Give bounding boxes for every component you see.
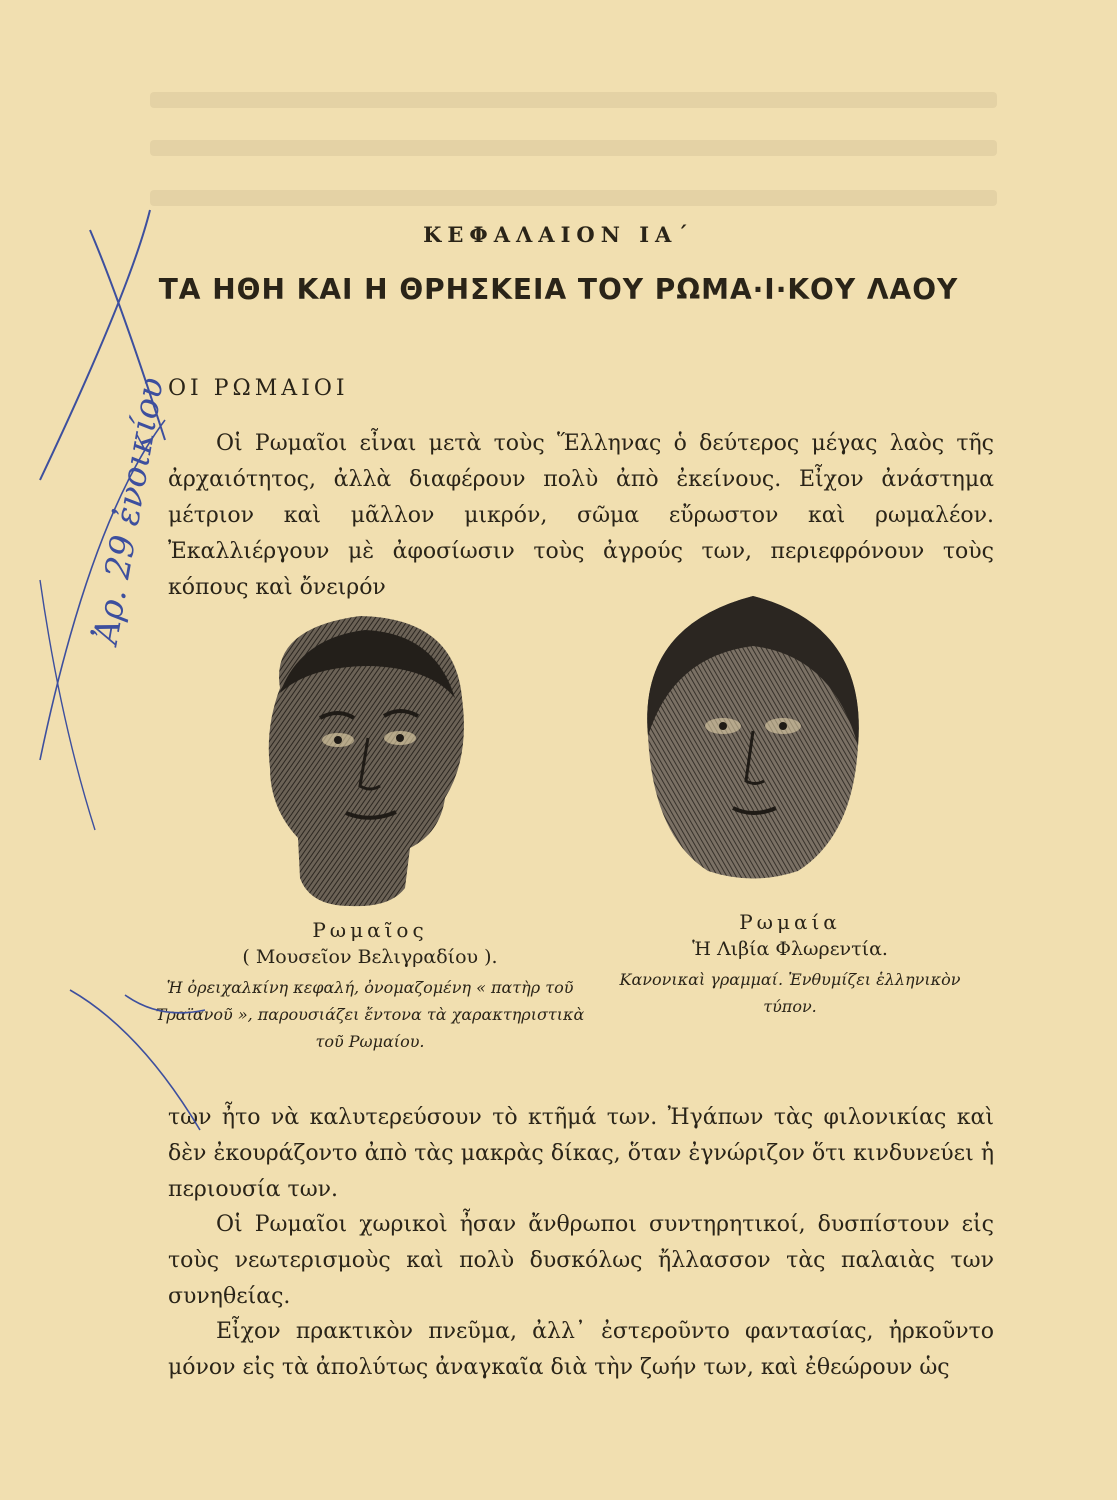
caption-title: Ρωμαῖος bbox=[312, 918, 428, 942]
handwritten-note: Ἀρ. 29 ἐνοικίου bbox=[86, 374, 173, 647]
chapter-heading: ΚΕΦΑΛΑΙΟΝ ΙΑ΄ bbox=[423, 222, 694, 247]
paragraph: Εἶχον πρακτικὸν πνεῦμα, ἀλλ᾿ ἐστεροῦντο φαντασίας, ἠρκοῦντο μόνον εἰς τὰ ἀπολύτως ἀναγκαῖα διὰ τὴν ζωήν των, καὶ ἐθεώρουν ὡς bbox=[168, 1319, 994, 1380]
paragraph: Οἱ Ρωμαῖοι χωρικοὶ ἦσαν ἄνθρωποι συντηρητικοί, δυσπίστουν εἰς τοὺς νεωτερισμοὺς καὶ πολὺ δυσκόλως ἤλλασσον τὰς παλαιὰς των συνηθείας. bbox=[168, 1212, 994, 1309]
section-heading: ΟΙ ΡΩΜΑΙΟΙ bbox=[168, 376, 349, 401]
bleed-through-text bbox=[150, 92, 997, 108]
caption-source: ( Μουσεῖον Βελιγραδίου ). bbox=[242, 946, 498, 968]
page-title: ΤΑ ΗΘΗ ΚΑΙ Η ΘΡΗΣΚΕΙΑ ΤΟΥ ΡΩΜΑ·Ι·ΚΟΥ ΛΑΟΥ bbox=[158, 273, 959, 306]
figure-caption-right bbox=[600, 910, 980, 1020]
paragraph: Οἱ Ρωμαῖοι εἶναι μετὰ τοὺς Ἕλληνας ὁ δεύτερος μέγας λαὸς τῆς ἀρχαιότητος, ἀλλὰ διαφέρουν πολὺ ἀπὸ ἐκείνους. Εἶχον ἀνάστημα μέτριον καὶ μᾶλλον μικρόν, σῶμα εὔρωστον καὶ ρωμαλέον. Ἐκαλλιέργουν μὲ ἀφοσίωσιν τοὺς ἀγρούς των, περιεφρόνουν τοὺς κόπους καὶ ὄνειρόν bbox=[168, 431, 994, 600]
paragraph: των ἦτο νὰ καλυτερεύσουν τὸ κτῆμά των. Ἠγάπων τὰς φιλονικίας καὶ δὲν ἐκουράζοντο ἀπὸ τὰς μακρὰς δίκας, ὅταν ἐγνώριζον ὅτι κινδυνεύει ἡ περιουσία των. bbox=[168, 1105, 994, 1202]
caption-description: Ἡ ὀρειχαλκίνη κεφαλή, ὀνομαζομένη « πατὴρ τοῦ Τραϊανοῦ », παρουσιάζει ἔντονα τὰ χαρακτηριστικὰ τοῦ Ρωμαίου. bbox=[155, 978, 585, 1051]
caption-source: Ἡ Λιβία Φλωρεντία. bbox=[692, 938, 888, 960]
bleed-through-text bbox=[150, 190, 997, 206]
caption-description: Κανονικαὶ γραμμαί. Ἐνθυμίζει ἑλληνικὸν τύπον. bbox=[619, 970, 961, 1016]
figure-caption-left bbox=[150, 918, 590, 1055]
roman-man-head-image bbox=[240, 608, 490, 910]
roman-woman-head-image bbox=[628, 586, 878, 886]
bleed-through-text bbox=[150, 140, 997, 156]
caption-title: Ρωμαία bbox=[739, 910, 841, 934]
